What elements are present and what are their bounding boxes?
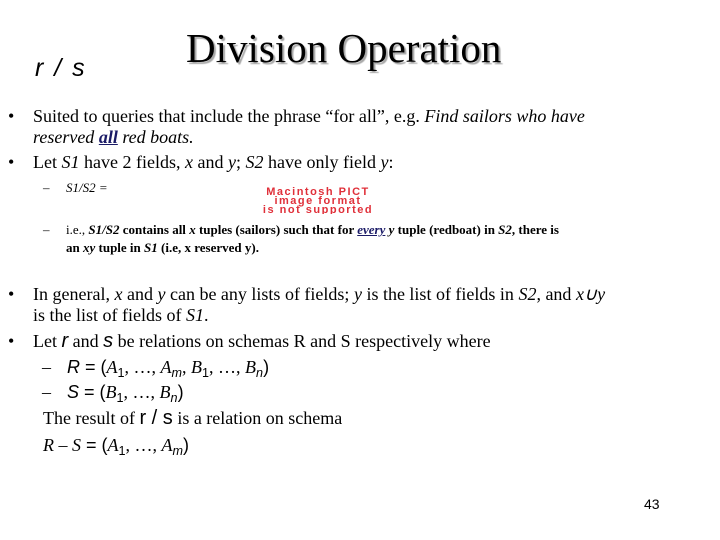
schema-r-minus-s-line: $R - S = (A_1$, …, $A_m$) xyxy=(43,435,190,458)
pict-line-3: is not supported xyxy=(262,204,374,214)
pict-line-1: Macintosh PICT xyxy=(266,186,370,198)
bullet-dot-icon: • xyxy=(8,152,15,172)
bullet-in-general: • In general, x and y can be any lists of fields; y is the list of fields in S2, and x∪y is the list of fields of S1. xyxy=(8,284,606,325)
dash-icon: – xyxy=(42,357,51,377)
slide-title: Division Operation xyxy=(186,25,502,71)
bullet-for-all: • Suited to queries that include the phrase “for all”, e.g. Find sailors who have reserved all red boats. xyxy=(8,106,585,147)
sub-item-ie: – i.e., S1/S2 contains all x tuples (sailors) such that for every y tuple (redboat) in S2, there is an xy tuple in S1 (i.e, x reserved y). xyxy=(43,222,559,255)
pict-placeholder-graphic xyxy=(148,186,488,214)
schema-r-line: – $R = (A_1$, …, $A_m$, $B_1$, …, $B_n$) xyxy=(42,357,270,380)
result-line: The result of r / s is a relation on schema xyxy=(43,407,343,429)
all-emphasis: all xyxy=(98,127,118,147)
dash-icon: – xyxy=(43,180,50,195)
every-emphasis: every xyxy=(357,222,386,237)
pict-line-2: image format xyxy=(274,195,362,207)
slide-tag: r / s xyxy=(35,54,87,82)
bullet-dot-icon: • xyxy=(8,284,15,304)
sub-item-s1s2: – S1/S2 = xyxy=(43,180,108,195)
dash-icon: – xyxy=(42,382,51,402)
schema-s-line: – $S = (B_1$, …, $B_n$) xyxy=(42,382,184,405)
dash-icon: – xyxy=(43,222,50,237)
bullet-dot-icon: • xyxy=(8,106,15,126)
bullet-dot-icon: • xyxy=(8,331,15,351)
pict-placeholder-image xyxy=(148,186,488,214)
page-number: 43 xyxy=(644,496,660,512)
bullet-let-s1: • Let S1 have 2 fields, x and y; S2 have only field y: xyxy=(8,152,394,172)
bullet-let-r-s: • Let r and s be relations on schemas R and S respectively where xyxy=(8,330,491,352)
